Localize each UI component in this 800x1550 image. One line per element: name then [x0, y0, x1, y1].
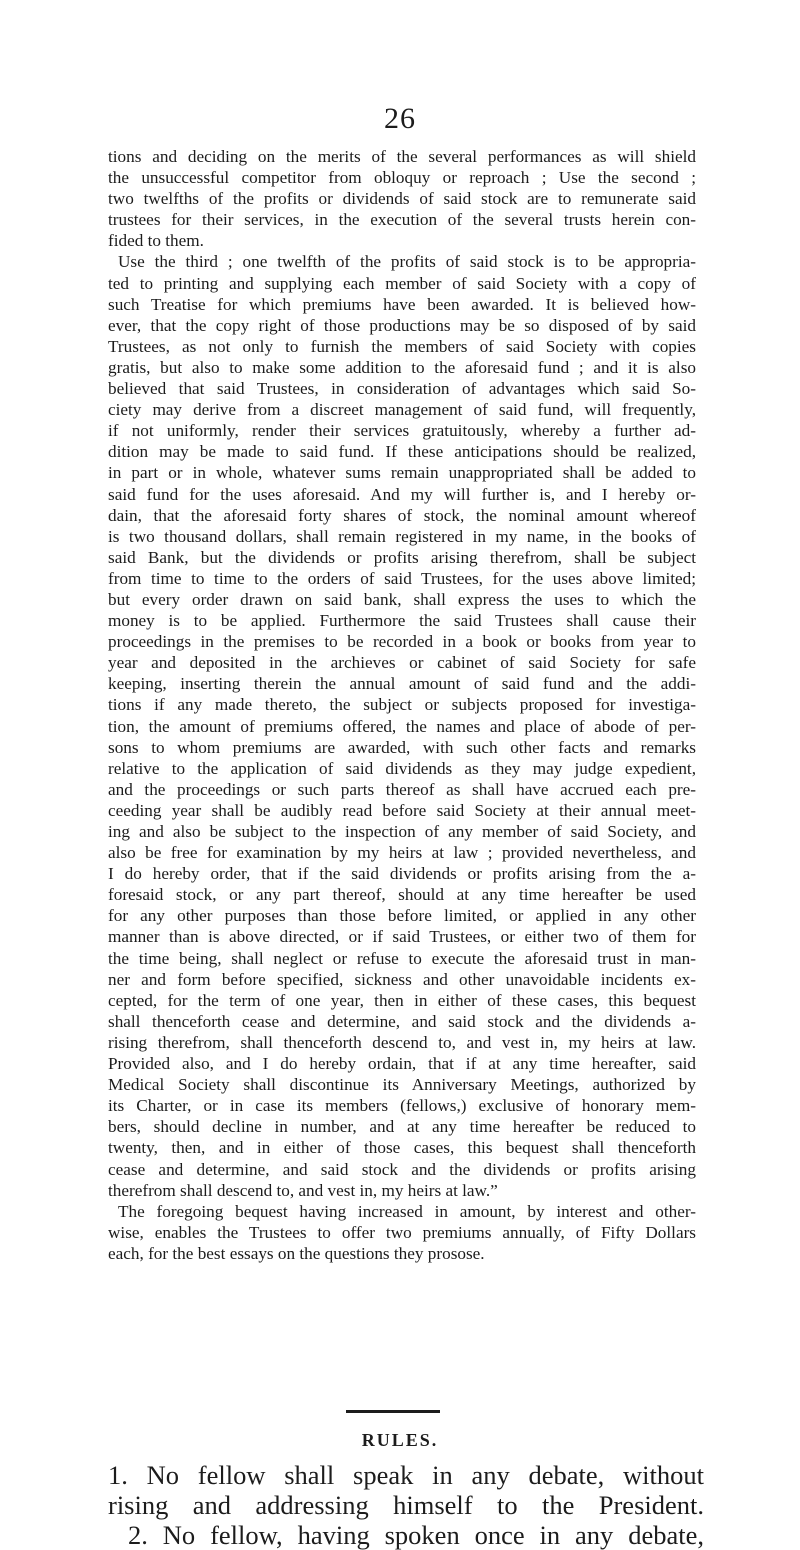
text-line: therefrom shall descend to, and vest in, my heirs at law.” — [108, 1180, 498, 1200]
text-line: tions if any made thereto, the subject or subjects proposed for investiga- — [108, 695, 696, 715]
text-line: bers, should decline in number, and at any time hereafter be reduced to — [108, 1117, 696, 1137]
text-line: the time being, shall neglect or refuse to execute the aforesaid trust in man- — [108, 948, 696, 968]
text-line: in part or in whole, whatever sums remain unappropriated shall be added to — [108, 463, 696, 483]
text-line: and the proceedings or such parts thereof as shall have accrued each pre- — [108, 779, 696, 799]
text-line: I do hereby order, that if the said dividends or profits arising from the a- — [108, 864, 696, 884]
text-line: said fund for the uses aforesaid. And my will further is, and I hereby or- — [108, 484, 696, 504]
text-line: cepted, for the term of one year, then in either of these cases, this bequest — [108, 990, 696, 1010]
text-line: proceedings in the premises to be recorded in a book or books from year to — [108, 632, 696, 652]
text-line: its Charter, or in case its members (fellows,) exclusive of honorary mem- — [108, 1096, 696, 1116]
text-line: relative to the application of said dividends as they may judge expedient, — [108, 758, 696, 778]
text-line: each, for the best essays on the questions they prosose. — [108, 1243, 485, 1263]
text-line: tion, the amount of premiums offered, the names and place of abode of per- — [108, 716, 696, 736]
text-line: money is to be applied. Furthermore the said Trustees shall cause their — [108, 611, 696, 631]
text-line: for any other purposes than those before limited, or applied in any other — [108, 906, 696, 926]
text-line: ever, that the copy right of those productions may be so disposed of by said — [108, 315, 696, 335]
text-line: wise, enables the Trustees to offer two premiums annually, of Fifty Dollars — [108, 1222, 696, 1242]
text-line: if not uniformly, render their services gratuitously, whereby a further ad- — [108, 421, 696, 441]
text-line: ceeding year shall be audibly read before said Society at their annual meet- — [108, 800, 696, 820]
rule-line: 2. No fellow, having spoken once in any debate, — [128, 1520, 704, 1550]
text-line: Medical Society shall discontinue its Anniversary Meetings, authorized by — [108, 1075, 696, 1095]
text-line: manner than is above directed, or if said Trustees, or either two of them for — [108, 927, 696, 947]
text-line: from time to time to the orders of said Trustees, for the uses above limited; — [108, 568, 696, 588]
text-line: Use the third ; one twelfth of the profits of said stock is to be appropria- — [118, 252, 696, 272]
text-line: also be free for examination by my heirs at law ; provided nevertheless, and — [108, 843, 696, 863]
rules-heading: RULES. — [361, 1430, 439, 1450]
text-line: tions and deciding on the merits of the several performances as will shield — [108, 147, 696, 166]
rules-list — [108, 1460, 704, 1550]
text-line: fided to them. — [108, 231, 204, 251]
text-line: sons to whom premiums are awarded, with such other facts and remarks — [108, 737, 696, 757]
text-line: gratis, but also to make some addition to the aforesaid fund ; and it is also — [108, 357, 696, 377]
text-line: dain, that the aforesaid forty shares of stock, the nominal amount whereof — [108, 505, 696, 525]
text-line: rising therefrom, shall thenceforth descend to, and vest in, my heirs at law. — [108, 1032, 696, 1052]
text-line: twenty, then, and in either of those cases, this bequest shall thenceforth — [108, 1138, 696, 1158]
text-line: ner and form before specified, sickness and other unavoidable incidents ex- — [108, 969, 696, 989]
text-line: believed that said Trustees, in consideration of advantages which said So- — [108, 379, 696, 399]
text-line: ing and also be subject to the inspection of any member of said Society, and — [108, 822, 696, 841]
text-line: the unsuccessful competitor from obloquy or reproach ; Use the second ; — [108, 168, 696, 188]
text-line: cease and determine, and said stock and the dividends or profits arising — [108, 1159, 696, 1179]
text-line: dition may be made to said fund. If these anticipations should be realized, — [108, 442, 696, 462]
text-line: such Treatise for which premiums have been awarded. It is believed how- — [108, 294, 696, 314]
text-line: said Bank, but the dividends or profits arising therefrom, shall be subject — [108, 547, 696, 567]
text-line: The foregoing bequest having increased in amount, by interest and other- — [118, 1201, 696, 1221]
text-line: ciety may derive from a discreet management of said fund, will frequently, — [108, 400, 696, 420]
text-line: is two thousand dollars, shall remain registered in my name, in the books of — [108, 526, 696, 546]
text-line: year and deposited in the archieves or cabinet of said Society for safe — [108, 653, 696, 673]
text-line: Trustees, as not only to furnish the members of said Society with copies — [108, 336, 696, 356]
text-line: keeping, inserting therein the annual amount of said fund and the addi- — [108, 674, 696, 694]
page-number: 26 — [384, 102, 416, 135]
text-line: but every order drawn on said bank, shall express the uses to which the — [108, 589, 696, 609]
text-line: foresaid stock, or any part thereof, should at any time hereafter be used — [108, 885, 696, 905]
text-line: Provided also, and I do hereby ordain, that if at any time hereafter, said — [108, 1054, 696, 1074]
text-line: two twelfths of the profits or dividends of said stock are to remunerate said — [108, 189, 696, 209]
text-line: ted to printing and supplying each member of said Society with a copy of — [108, 273, 696, 293]
rule-line: rising and addressing himself to the President. — [108, 1490, 704, 1520]
section-divider — [346, 1410, 440, 1413]
text-line: trustees for their services, in the execution of the several trusts herein con- — [108, 210, 696, 230]
body-text — [108, 146, 696, 1264]
text-line: shall thenceforth cease and determine, and said stock and the dividends a- — [108, 1011, 696, 1031]
rule-line: 1. No fellow shall speak in any debate, without — [108, 1460, 704, 1490]
